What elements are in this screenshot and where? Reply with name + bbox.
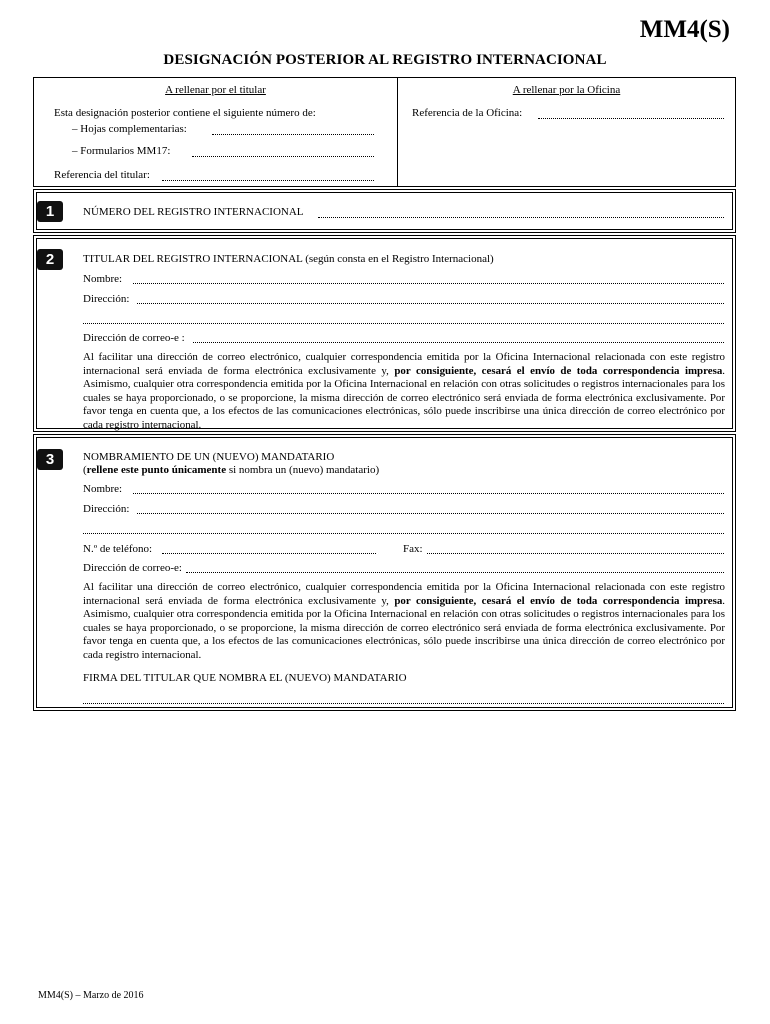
office-ref-label: Referencia de la Oficina: xyxy=(412,107,523,119)
registration-number-field[interactable] xyxy=(318,217,724,218)
agent-phone-field[interactable] xyxy=(162,553,376,554)
office-column-title: A rellenar por la Oficina xyxy=(512,84,621,96)
holder-name-field[interactable] xyxy=(133,283,724,284)
header-box xyxy=(33,77,736,187)
agent-email-field[interactable] xyxy=(186,572,724,573)
agent-fax-label: Fax: xyxy=(403,543,423,555)
section-1 xyxy=(33,189,736,233)
office-column xyxy=(398,78,735,186)
agent-name-label: Nombre: xyxy=(83,483,123,495)
agent-phone-label: N.º de teléfono: xyxy=(83,543,153,555)
agent-address-field-2[interactable] xyxy=(83,533,724,534)
sheets-label: – Hojas complementarias: xyxy=(72,123,187,135)
forms-label: – Formularios MM17: xyxy=(72,145,171,157)
section-3-sublabel: (rellene este punto únicamente si nombra un (nuevo) mandatario) xyxy=(83,464,380,476)
agent-address-label: Dirección: xyxy=(83,503,130,515)
count-intro: Esta designación posterior contiene el siguiente número de: xyxy=(54,107,316,119)
footer-code: MM4(S) – Marzo de 2016 xyxy=(38,990,144,1001)
section-3-number: 3 xyxy=(37,449,63,470)
holder-ref-field[interactable] xyxy=(162,180,374,181)
agent-email-label: Dirección de correo-e: xyxy=(83,562,182,574)
forms-field[interactable] xyxy=(192,156,374,157)
section-3 xyxy=(33,434,736,711)
office-ref-field[interactable] xyxy=(538,118,724,119)
agent-address-field[interactable] xyxy=(137,513,724,514)
agent-name-field[interactable] xyxy=(133,493,724,494)
holder-email-field[interactable] xyxy=(193,342,724,343)
signature-field[interactable] xyxy=(83,703,724,704)
holder-address-label: Dirección: xyxy=(83,293,130,305)
holder-column xyxy=(34,78,398,186)
agent-fax-field[interactable] xyxy=(427,553,724,554)
holder-ref-label: Referencia del titular: xyxy=(54,169,150,181)
holder-email-notice: Al facilitar una dirección de correo electrónico, cualquier correspondencia emitida por la Oficina Internacional relacionada con este registro internacional será enviada de forma electrónica exclusivamente y, por consiguiente, cesará el envío de toda correspondencia impresa. Asimismo, cualquier otra correspondencia emitida por la Oficina Internacional en relación con otras solicitudes o registros internacionales para los cuales se haya proporcionado, o se proporcione, la misma dirección de correo electrónico será enviada de forma electrónica exclusivamente. Por favor tenga en cuenta que, a los efectos de las comunicaciones electrónicas, sólo puede inscribirse una única dirección de correo electrónico por cada registro internacional. xyxy=(83,351,725,431)
sheets-field[interactable] xyxy=(212,134,374,135)
section-2-label: TITULAR DEL REGISTRO INTERNACIONAL (según consta en el Registro Internacional) xyxy=(83,253,494,265)
section-2 xyxy=(33,235,736,432)
signature-label: FIRMA DEL TITULAR QUE NOMBRA EL (NUEVO) MANDATARIO xyxy=(83,672,407,684)
holder-column-title: A rellenar por el titular xyxy=(165,84,266,96)
agent-email-notice: Al facilitar una dirección de correo electrónico, cualquier correspondencia emitida por la Oficina Internacional relacionada con este registro internacional será enviada de forma electrónica exclusivamente y, por consiguiente, cesará el envío de toda correspondencia impresa. Asimismo, cualquier otra correspondencia emitida por la Oficina Internacional en relación con otras solicitudes o registros internacionales para los cuales se haya proporcionado, o se proporcione, la misma dirección de correo electrónico será enviada de forma electrónica exclusivamente. Por favor tenga en cuenta que, a los efectos de las comunicaciones electrónicas, sólo puede inscribirse una única dirección de correo electrónico por cada registro internacional. xyxy=(83,581,725,661)
section-1-number: 1 xyxy=(37,201,63,222)
holder-name-label: Nombre: xyxy=(83,273,123,285)
holder-email-label: Dirección de correo-e : xyxy=(83,332,185,344)
form-code: MM4(S) xyxy=(639,16,730,43)
page-title: DESIGNACIÓN POSTERIOR AL REGISTRO INTERNACIONAL xyxy=(163,52,607,68)
section-1-label: NÚMERO DEL REGISTRO INTERNACIONAL xyxy=(83,206,304,218)
section-3-label: NOMBRAMIENTO DE UN (NUEVO) MANDATARIO xyxy=(83,451,335,463)
holder-address-field-2[interactable] xyxy=(83,323,724,324)
holder-address-field[interactable] xyxy=(137,303,724,304)
section-2-number: 2 xyxy=(37,249,63,270)
